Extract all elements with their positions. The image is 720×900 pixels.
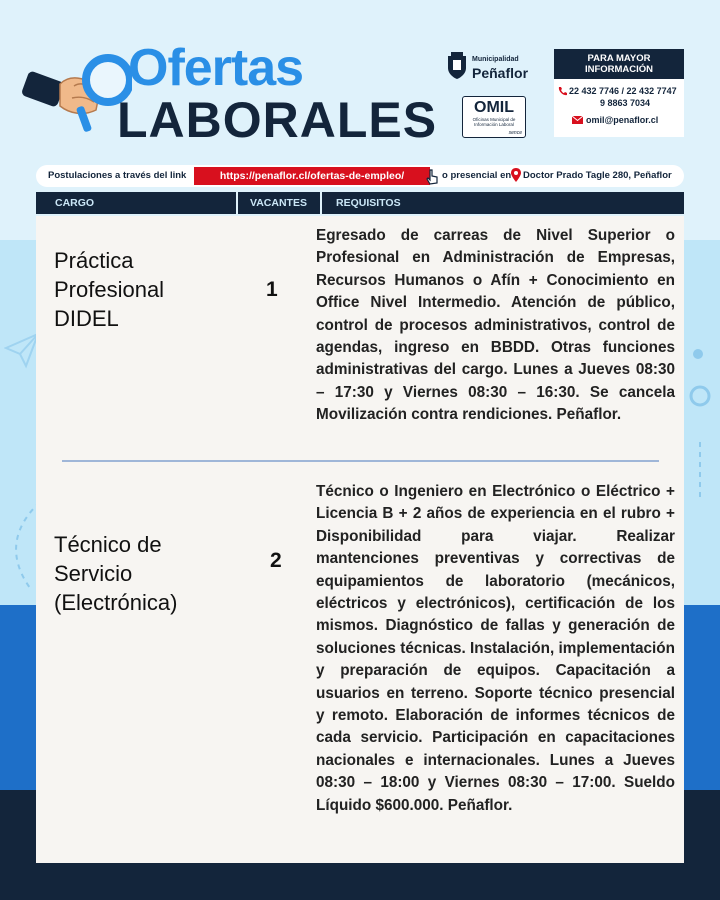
municipality-logo: [446, 50, 546, 86]
phone-icon: [558, 86, 567, 96]
omil-name: OMIL: [474, 99, 514, 116]
location-pin-icon: [511, 168, 521, 182]
office-address: Doctor Prado Tagle 280, Peñaflor: [523, 170, 672, 181]
header-cargo: CARGO: [55, 197, 95, 209]
municipal-shield-icon: [446, 52, 468, 80]
job-offers-card: [36, 216, 684, 863]
email-icon: [572, 116, 583, 124]
link-bar-prefix: Postulaciones a través del link: [48, 170, 187, 181]
row-divider: [62, 460, 659, 462]
omil-partner: sence: [508, 130, 522, 136]
row-1-cargo: Práctica Profesional DIDEL: [54, 248, 165, 331]
row-1-vacantes: 1: [266, 278, 278, 301]
header-separator: [236, 192, 238, 214]
contact-info-box: [554, 49, 684, 137]
omil-subtitle: Oficinas Municipal de Información Laboral: [472, 117, 516, 127]
omil-logo: [462, 96, 526, 138]
header-separator: [320, 192, 322, 214]
municipality-name: Peñaflor: [472, 65, 529, 81]
contact-phones-line2: 9 8863 7034: [600, 98, 651, 108]
contact-phones-line1: 22 432 7746 / 22 432 7747: [569, 86, 677, 96]
row-2-requisitos: Técnico o Ingeniero en Electrónico o Eléctrico + Licencia B + 2 años de experiencia en el rubro + Disponibilidad para viajar. Realizar mantenciones preventivas y correctivas de equipamientos de laboratorio (mecánicos, eléctricos y electrónicos), certificación de los mismos. Diagnóstico de fallas y generación de soluciones técnicas. Instalación, implementación y preparación de equipos. Capacitación a usuarios en terreno. Soporte técnico presencial y remoto. Elaboración de informes técnicos de cada servicio. Participación en capacitaciones nacionales e internacionales. Lunes a Jueves 08:30 – 18:00 y Viernes 08:30 – 17:00. Sueldo Líquido $600.000. Peñaflor.: [316, 483, 675, 814]
hand-magnifier-icon: [22, 50, 132, 140]
dashed-line-decoration: [690, 440, 710, 500]
dot-decoration: [686, 340, 716, 420]
row-2-cargo: Técnico de Servicio (Electrónica): [54, 532, 178, 615]
application-url-link[interactable]: https://penaflor.cl/ofertas-de-empleo/: [194, 167, 430, 185]
link-bar-middle: o presencial en: [442, 170, 512, 181]
municipality-label: Municipalidad: [472, 56, 519, 63]
application-link-bar: [36, 165, 684, 187]
title-ofertas: Ofertas: [128, 39, 304, 97]
row-1-requisitos: Egresado de carreas de Nivel Superior o Profesional en Administración de Empresas, Recursos Humanos o Afín + Conocimiento en Office Nivel Intermedio. Atención de público, control de procesos administrativos, control de agendas, ingreso en BBDD. Otras funciones administrativas del cargo. Lunes a Jueves 08:30 – 17:30 y Viernes 08:30 – 16:30. Se cancela Movilización contra rendiciones. Peñaflor.: [316, 227, 675, 424]
contact-heading: PARA MAYOR INFORMACIÓN: [554, 49, 684, 79]
cursor-hand-icon: [424, 169, 440, 185]
row-2-vacantes: 2: [270, 549, 282, 572]
title-laborales: LABORALES: [117, 92, 438, 148]
contact-email[interactable]: omil@penaflor.cl: [586, 115, 659, 125]
header-requisitos: REQUISITOS: [336, 197, 401, 209]
paper-plane-icon: [4, 330, 40, 370]
table-header: [36, 192, 684, 214]
header-vacantes: VACANTES: [250, 197, 307, 209]
